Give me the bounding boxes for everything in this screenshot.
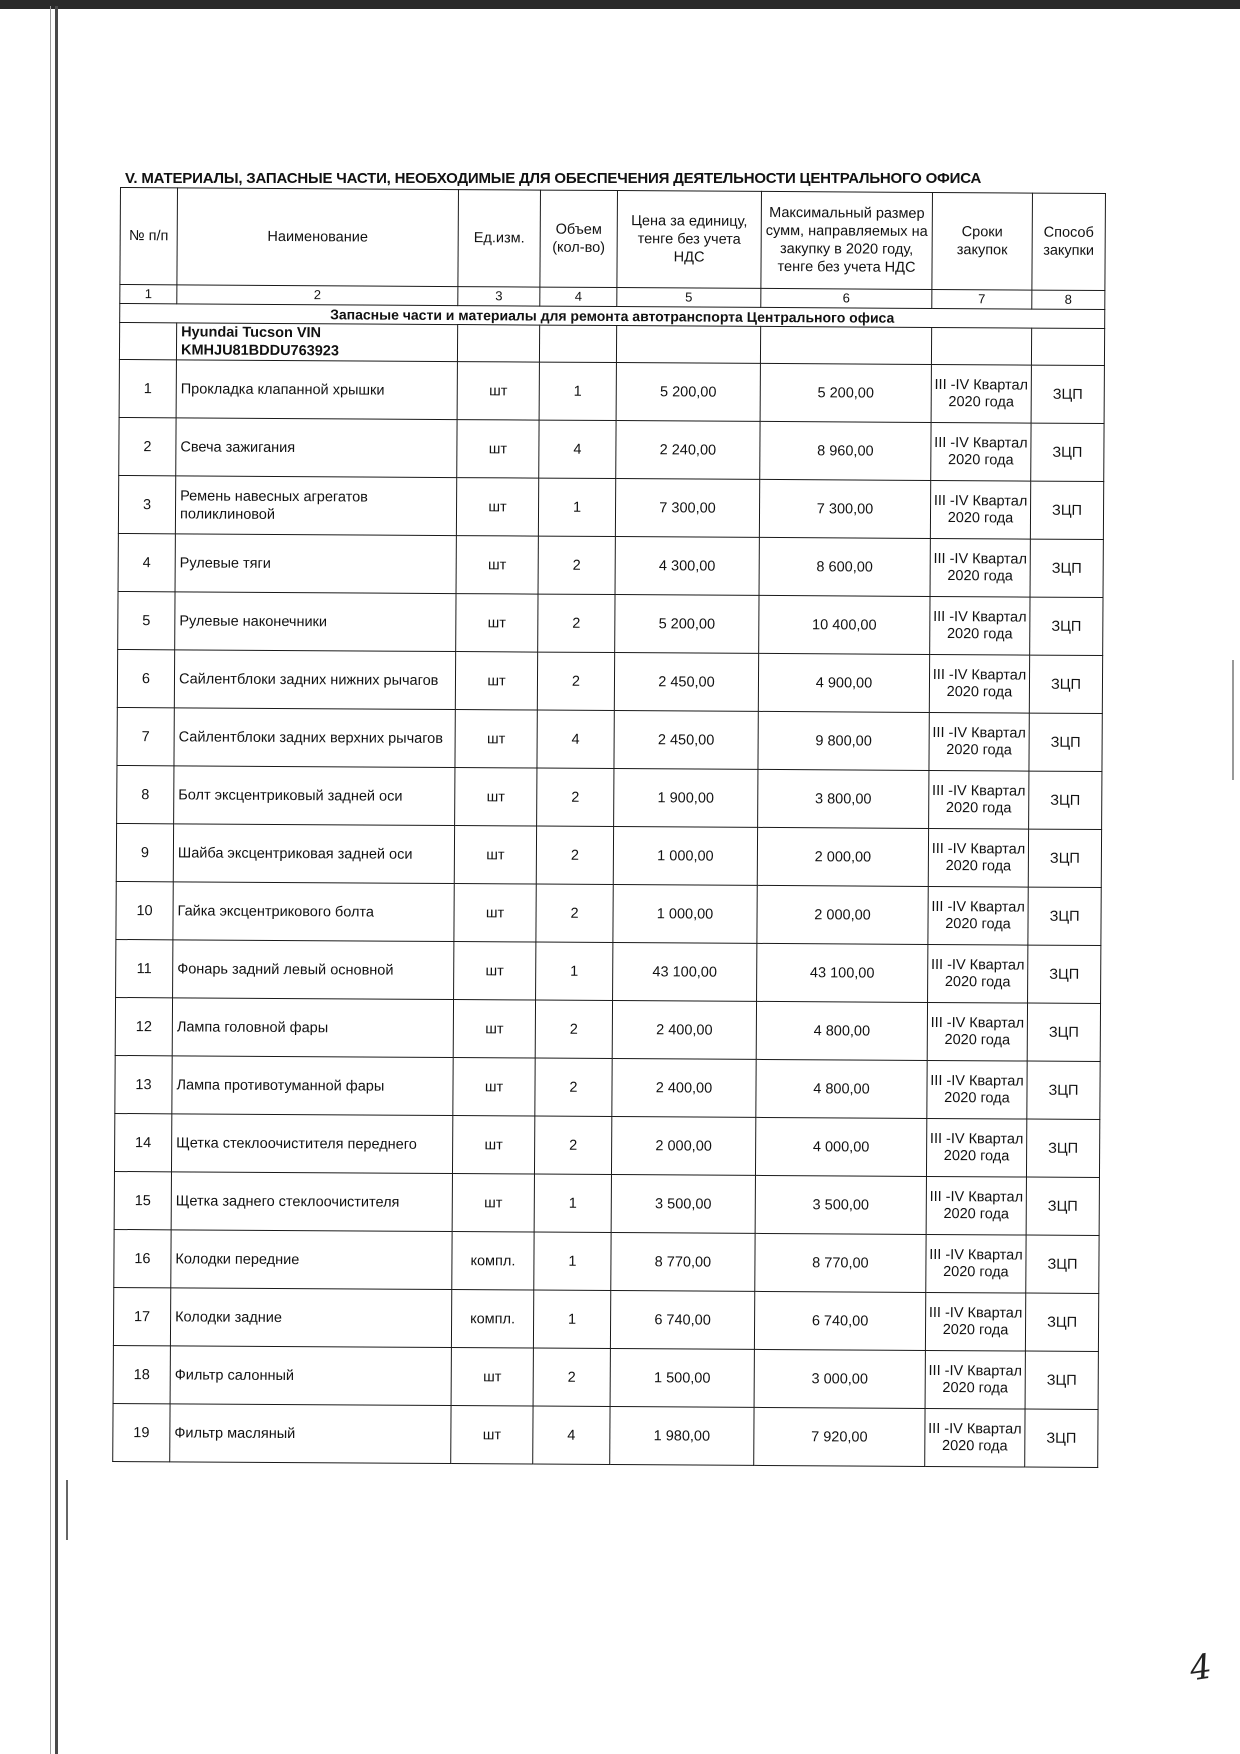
row-number: 8 [117, 765, 174, 823]
unit-price: 1 980,00 [610, 1407, 754, 1466]
table-row [113, 1403, 1098, 1467]
unit: компл. [451, 1290, 533, 1348]
empty-cell [457, 325, 539, 363]
procurement-method: ЗЦП [1030, 481, 1103, 539]
unit: шт [454, 942, 536, 1000]
max-amount: 8 600,00 [759, 537, 930, 596]
item-name: Болт эксцентриковый задней оси [174, 766, 455, 826]
max-amount: 7 300,00 [759, 479, 930, 538]
quantity: 4 [537, 710, 614, 768]
procurement-table [112, 187, 1106, 1468]
unit: шт [451, 1348, 533, 1406]
procurement-method: ЗЦП [1030, 539, 1103, 597]
procurement-term: III -IV Квартал 2020 года [929, 770, 1029, 829]
item-name: Лампа противотуманной фары [172, 1056, 453, 1116]
scan-mark [66, 1480, 68, 1540]
table-row [113, 1287, 1098, 1351]
unit: шт [456, 536, 538, 594]
procurement-method: ЗЦП [1026, 1177, 1099, 1235]
procurement-method: ЗЦП [1030, 597, 1103, 655]
max-amount: 43 100,00 [757, 943, 928, 1002]
unit-price: 43 100,00 [613, 943, 757, 1002]
unit-price: 8 770,00 [611, 1233, 755, 1292]
quantity: 2 [535, 1058, 612, 1116]
row-number: 11 [116, 939, 173, 997]
column-number: 2 [177, 285, 458, 306]
quantity: 2 [538, 594, 615, 652]
table-row [116, 823, 1101, 887]
table-row [115, 997, 1100, 1061]
unit-price: 2 450,00 [614, 653, 758, 712]
unit: шт [455, 768, 537, 826]
header-cell: Объем (кол-во) [540, 190, 618, 287]
table-row [119, 417, 1104, 481]
table-row [114, 1229, 1099, 1293]
scan-left-edge-faint [50, 6, 51, 1754]
item-name: Фонарь задний левый основной [173, 940, 454, 1000]
unit: шт [453, 1058, 535, 1116]
unit-price: 2 400,00 [612, 1001, 756, 1060]
row-number: 14 [114, 1113, 171, 1171]
unit-price: 5 200,00 [616, 363, 760, 422]
row-number: 3 [118, 475, 175, 533]
item-name: Свеча зажигания [176, 418, 457, 478]
quantity: 2 [535, 1000, 612, 1058]
scan-left-edge [55, 6, 58, 1754]
max-amount: 3 000,00 [754, 1349, 925, 1408]
procurement-term: III -IV Квартал 2020 года [927, 1002, 1027, 1061]
procurement-method: ЗЦП [1025, 1351, 1098, 1409]
document-title: V. МАТЕРИАЛЫ, ЗАПАСНЫЕ ЧАСТИ, НЕОБХОДИМЫЕ ДЛЯ ОБЕСПЕЧЕНИЯ ДЕЯТЕЛЬНОСТИ ЦЕНТРАЛЬНОГО ОФИСА [125, 170, 982, 187]
header-cell: Ед.изм. [458, 190, 541, 287]
table-row [115, 1055, 1100, 1119]
item-name: Щетка заднего стеклоочистителя [171, 1172, 452, 1232]
item-name: Сайлентблоки задних нижних рычагов [174, 650, 455, 710]
procurement-method: ЗЦП [1027, 1061, 1100, 1119]
item-name: Шайба эксцентриковая задней оси [173, 824, 454, 884]
procurement-method: ЗЦП [1029, 655, 1102, 713]
table-row [116, 939, 1101, 1003]
table-row [117, 649, 1102, 713]
table-row [113, 1345, 1098, 1409]
empty-cell [1031, 328, 1104, 365]
item-name: Щетка стеклоочистителя переднего [171, 1114, 452, 1174]
procurement-term: III -IV Квартал 2020 года [929, 712, 1029, 771]
quantity: 1 [534, 1174, 611, 1232]
table-row [118, 591, 1103, 655]
section-title: Запасные части и материалы для ремонта автотранспорта Центрального офиса [120, 304, 1105, 329]
max-amount: 4 800,00 [756, 1059, 927, 1118]
unit: шт [453, 1000, 535, 1058]
quantity: 2 [537, 652, 614, 710]
item-name: Колодки задние [170, 1288, 451, 1348]
procurement-method: ЗЦП [1025, 1409, 1098, 1467]
unit-price: 2 400,00 [612, 1059, 756, 1118]
unit: шт [451, 1406, 533, 1464]
table-row [118, 533, 1103, 597]
empty-cell [931, 327, 1031, 365]
table-row [119, 359, 1104, 423]
item-name: Гайка эксцентрикового болта [173, 882, 454, 942]
item-name: Лампа головной фары [172, 998, 453, 1058]
column-number: 8 [1032, 290, 1105, 309]
row-number: 16 [114, 1229, 171, 1287]
max-amount: 10 400,00 [759, 595, 930, 654]
row-number: 15 [114, 1171, 171, 1229]
column-number: 1 [120, 285, 177, 304]
max-amount: 2 000,00 [757, 827, 928, 886]
procurement-method: ЗЦП [1028, 945, 1101, 1003]
procurement-method: ЗЦП [1026, 1119, 1099, 1177]
empty-cell [539, 325, 616, 362]
row-number: 5 [118, 591, 175, 649]
unit-price: 1 000,00 [613, 885, 757, 944]
max-amount: 8 770,00 [755, 1233, 926, 1292]
unit-price: 4 300,00 [615, 537, 759, 596]
quantity: 1 [539, 362, 616, 420]
column-number: 7 [932, 289, 1032, 309]
quantity: 1 [533, 1290, 610, 1348]
item-name: Сайлентблоки задних верхних рычагов [174, 708, 455, 768]
unit-price: 5 200,00 [615, 595, 759, 654]
header-row [120, 188, 1106, 291]
quantity: 1 [534, 1232, 611, 1290]
procurement-term: III -IV Квартал 2020 года [925, 1292, 1025, 1351]
unit: шт [452, 1116, 534, 1174]
unit: шт [454, 884, 536, 942]
row-number: 18 [113, 1345, 170, 1403]
column-number: 6 [761, 288, 932, 308]
unit-price: 7 300,00 [615, 479, 759, 538]
table-row [116, 881, 1101, 945]
column-number: 4 [540, 287, 617, 306]
max-amount: 3 800,00 [758, 769, 929, 828]
header-cell: Сроки закупок [932, 192, 1033, 290]
quantity: 2 [538, 536, 615, 594]
max-amount: 8 960,00 [760, 421, 931, 480]
procurement-term: III -IV Квартал 2020 года [928, 886, 1028, 945]
row-number: 7 [117, 707, 174, 765]
procurement-term: III -IV Квартал 2020 года [927, 1060, 1027, 1119]
procurement-term: III -IV Квартал 2020 года [929, 654, 1029, 713]
procurement-term: III -IV Квартал 2020 года [928, 828, 1028, 887]
procurement-method: ЗЦП [1031, 365, 1104, 423]
scan-top-edge [0, 0, 1240, 9]
procurement-term: III -IV Квартал 2020 года [930, 538, 1030, 597]
max-amount: 5 200,00 [760, 363, 931, 422]
procurement-term: III -IV Квартал 2020 года [930, 480, 1030, 539]
max-amount: 4 900,00 [758, 653, 929, 712]
header-cell: Наименование [177, 188, 459, 287]
quantity: 2 [533, 1348, 610, 1406]
max-amount: 9 800,00 [758, 711, 929, 770]
unit: шт [457, 420, 539, 478]
unit: шт [457, 362, 539, 420]
max-amount: 7 920,00 [754, 1407, 925, 1466]
quantity: 4 [539, 420, 616, 478]
unit: шт [455, 710, 537, 768]
procurement-term: III -IV Квартал 2020 года [926, 1234, 1026, 1293]
unit-price: 3 500,00 [611, 1175, 755, 1234]
empty-cell [119, 323, 176, 360]
header-cell: № п/п [120, 188, 178, 285]
max-amount: 2 000,00 [757, 885, 928, 944]
max-amount: 4 000,00 [755, 1117, 926, 1176]
row-number: 4 [118, 533, 175, 591]
column-number: 5 [617, 288, 761, 308]
empty-cell [616, 326, 760, 364]
item-name: Фильтр салонный [170, 1346, 451, 1406]
row-number: 1 [119, 359, 176, 417]
item-name: Рулевые тяги [175, 534, 456, 594]
row-number: 12 [115, 997, 172, 1055]
vehicle-name: Hyundai Tucson VIN KMHJU81BDDU763923 [176, 323, 457, 362]
unit: шт [452, 1174, 534, 1232]
max-amount: 4 800,00 [756, 1001, 927, 1060]
quantity: 4 [533, 1406, 610, 1464]
row-number: 19 [113, 1403, 170, 1461]
procurement-method: ЗЦП [1025, 1293, 1098, 1351]
item-name: Фильтр масляный [170, 1404, 451, 1464]
row-number: 9 [116, 823, 173, 881]
header-cell: Максимальный размер сумм, направляемых на закупку в 2020 году, тенге без учета НДС [761, 191, 933, 289]
procurement-term: III -IV Квартал 2020 года [931, 364, 1031, 423]
unit-price: 1 000,00 [613, 827, 757, 886]
row-number: 10 [116, 881, 173, 939]
item-name: Прокладка клапанной хрышки [176, 360, 457, 420]
quantity: 2 [536, 884, 613, 942]
procurement-method: ЗЦП [1029, 771, 1102, 829]
row-number: 13 [115, 1055, 172, 1113]
vehicle-row [119, 323, 1104, 366]
unit: шт [456, 594, 538, 652]
row-number: 17 [113, 1287, 170, 1345]
page-number: 4 [1187, 1646, 1215, 1690]
row-number: 6 [117, 649, 174, 707]
procurement-term: III -IV Квартал 2020 года [926, 1176, 1026, 1235]
quantity: 2 [537, 768, 614, 826]
procurement-term: III -IV Квартал 2020 года [925, 1350, 1025, 1409]
max-amount: 3 500,00 [755, 1175, 926, 1234]
unit-price: 2 450,00 [614, 711, 758, 770]
table-row [118, 475, 1103, 539]
row-number: 2 [119, 417, 176, 475]
table-row [114, 1113, 1099, 1177]
procurement-method: ЗЦП [1028, 887, 1101, 945]
unit-price: 1 900,00 [614, 769, 758, 828]
procurement-method: ЗЦП [1029, 713, 1102, 771]
unit-price: 1 500,00 [610, 1349, 754, 1408]
procurement-method: ЗЦП [1027, 1003, 1100, 1061]
table-row [117, 765, 1102, 829]
procurement-term: III -IV Квартал 2020 года [931, 422, 1031, 481]
header-cell: Цена за единицу, тенге без учета НДС [617, 191, 762, 289]
quantity: 1 [538, 478, 615, 536]
table-row [117, 707, 1102, 771]
table-row [114, 1171, 1099, 1235]
scan-mark [1232, 660, 1234, 780]
procurement-term: III -IV Квартал 2020 года [930, 596, 1030, 655]
empty-cell [760, 326, 931, 364]
unit: шт [454, 826, 536, 884]
item-name: Ремень навесных агрегатов поликлиновой [175, 476, 456, 536]
unit: шт [456, 478, 538, 536]
header-cell: Способ закупки [1032, 193, 1106, 290]
unit-price: 6 740,00 [610, 1291, 754, 1350]
procurement-term: III -IV Квартал 2020 года [928, 944, 1028, 1003]
quantity: 2 [534, 1116, 611, 1174]
procurement-method: ЗЦП [1031, 423, 1104, 481]
item-name: Колодки передние [171, 1230, 452, 1290]
procurement-term: III -IV Квартал 2020 года [926, 1118, 1026, 1177]
procurement-method: ЗЦП [1028, 829, 1101, 887]
column-number: 3 [458, 287, 540, 307]
unit-price: 2 000,00 [611, 1117, 755, 1176]
item-name: Рулевые наконечники [175, 592, 456, 652]
quantity: 2 [536, 826, 613, 884]
unit: компл. [452, 1232, 534, 1290]
procurement-method: ЗЦП [1026, 1235, 1099, 1293]
unit: шт [455, 652, 537, 710]
procurement-term: III -IV Квартал 2020 года [925, 1408, 1025, 1467]
unit-price: 2 240,00 [616, 421, 760, 480]
quantity: 1 [536, 942, 613, 1000]
max-amount: 6 740,00 [754, 1291, 925, 1350]
